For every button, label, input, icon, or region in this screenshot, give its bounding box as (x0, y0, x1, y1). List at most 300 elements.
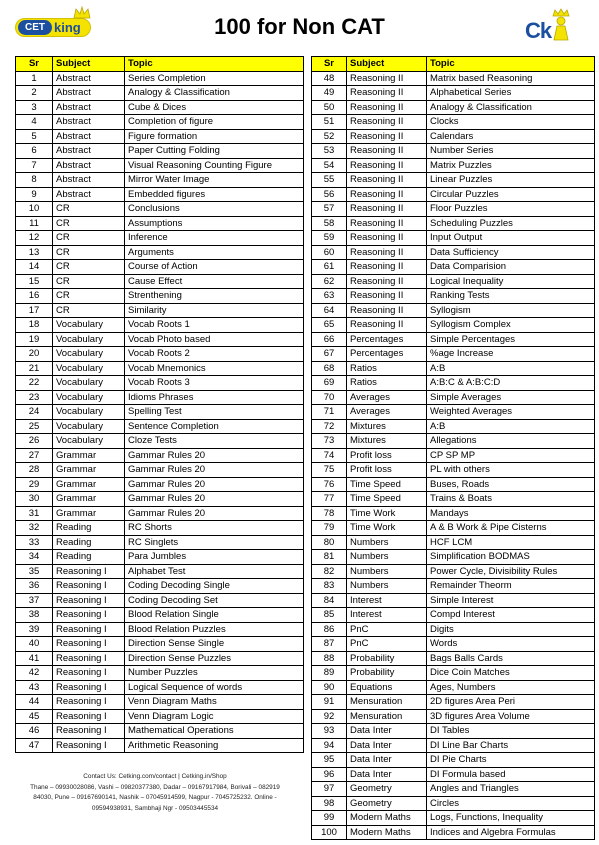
cell-subject: Data Inter (347, 724, 427, 739)
cell-subject: Abstract (53, 187, 125, 202)
cell-topic: Vocab Mnemonics (125, 361, 304, 376)
table-row (312, 492, 595, 507)
cell-topic: Assumptions (125, 216, 304, 231)
cell-sr: 69 (312, 376, 347, 391)
cell-subject: Probability (347, 666, 427, 681)
cell-sr: 13 (16, 245, 53, 260)
cell-sr: 17 (16, 303, 53, 318)
cell-sr: 8 (16, 173, 53, 188)
cell-topic: Paper Cutting Folding (125, 144, 304, 159)
cell-topic: Power Cycle, Divisibility Rules (427, 564, 595, 579)
table-row (16, 463, 304, 478)
table-row (312, 666, 595, 681)
cell-topic: Words (427, 637, 595, 652)
cell-topic: Simple Percentages (427, 332, 595, 347)
cell-subject: Reasoning II (347, 115, 427, 130)
cell-topic: Mirror Water Image (125, 173, 304, 188)
cell-topic: Mathematical Operations (125, 724, 304, 739)
cell-sr: 36 (16, 579, 53, 594)
cell-sr: 60 (312, 245, 347, 260)
table-row (312, 521, 595, 536)
cell-sr: 99 (312, 811, 347, 826)
logo-king-text: king (54, 20, 81, 35)
footer-branches-line: 09594938931, Sambhaji Ngr - 09503445534 (91, 804, 219, 812)
cell-sr: 50 (312, 100, 347, 115)
cell-subject: Reasoning I (53, 666, 125, 681)
cell-topic: Mandays (427, 506, 595, 521)
cell-subject: Reasoning II (347, 86, 427, 101)
cell-subject: Reasoning II (347, 216, 427, 231)
cell-subject: Numbers (347, 550, 427, 565)
cell-sr: 78 (312, 506, 347, 521)
table-row (16, 724, 304, 739)
cell-topic: Input Output (427, 231, 595, 246)
cell-subject: CR (53, 231, 125, 246)
cell-sr: 66 (312, 332, 347, 347)
cell-sr: 73 (312, 434, 347, 449)
cell-sr: 1 (16, 71, 53, 86)
table-row (312, 767, 595, 782)
cell-topic: Number Puzzles (125, 666, 304, 681)
cell-sr: 49 (312, 86, 347, 101)
cell-subject: Numbers (347, 535, 427, 550)
table-row (16, 492, 304, 507)
cell-topic: Matrix based Reasoning (427, 71, 595, 86)
table-row (312, 724, 595, 739)
table-row (312, 651, 595, 666)
column-header-sr: Sr (16, 57, 53, 72)
cell-sr: 100 (312, 825, 347, 840)
cell-subject: Reasoning I (53, 724, 125, 739)
cell-subject: Profit loss (347, 448, 427, 463)
cell-topic: Arithmetic Reasoning (125, 738, 304, 753)
table-row (312, 811, 595, 826)
cell-topic: Data Sufficiency (427, 245, 595, 260)
cell-topic: 2D figures Area Peri (427, 695, 595, 710)
cell-sr: 32 (16, 521, 53, 536)
cell-topic: Linear Puzzles (427, 173, 595, 188)
cell-subject: Mixtures (347, 419, 427, 434)
cell-subject: Vocabulary (53, 332, 125, 347)
cell-sr: 86 (312, 622, 347, 637)
cell-subject: Reasoning II (347, 231, 427, 246)
cell-topic: Dice Coin Matches (427, 666, 595, 681)
cell-subject: Vocabulary (53, 419, 125, 434)
cell-topic: Gammar Rules 20 (125, 477, 304, 492)
cell-subject: Reasoning I (53, 579, 125, 594)
cell-subject: Time Speed (347, 492, 427, 507)
cell-sr: 10 (16, 202, 53, 217)
cell-topic: Direction Sense Single (125, 637, 304, 652)
table-row (312, 361, 595, 376)
table-row (312, 376, 595, 391)
table-row (312, 709, 595, 724)
table-row (16, 376, 304, 391)
cell-sr: 47 (16, 738, 53, 753)
cell-sr: 92 (312, 709, 347, 724)
cell-topic: Cloze Tests (125, 434, 304, 449)
cell-topic: Alphabetical Series (427, 86, 595, 101)
page-header (0, 0, 599, 50)
cell-sr: 54 (312, 158, 347, 173)
cell-sr: 31 (16, 506, 53, 521)
table-row (16, 506, 304, 521)
table-row (312, 71, 595, 86)
table-row (16, 245, 304, 260)
cell-sr: 41 (16, 651, 53, 666)
cell-topic: Vocab Roots 1 (125, 318, 304, 333)
cell-subject: Reasoning II (347, 202, 427, 217)
cell-topic: A & B Work & Pipe Cisterns (427, 521, 595, 536)
cell-topic: Weighted Averages (427, 405, 595, 420)
cell-topic: Calendars (427, 129, 595, 144)
cell-sr: 24 (16, 405, 53, 420)
cell-topic: Indices and Algebra Formulas (427, 825, 595, 840)
cell-sr: 7 (16, 158, 53, 173)
cell-subject: Abstract (53, 86, 125, 101)
cell-sr: 25 (16, 419, 53, 434)
cell-sr: 52 (312, 129, 347, 144)
cell-topic: PL with others (427, 463, 595, 478)
cell-subject: Reasoning I (53, 680, 125, 695)
cell-sr: 46 (16, 724, 53, 739)
table-row (312, 782, 595, 797)
table-row (16, 405, 304, 420)
cell-subject: Grammar (53, 492, 125, 507)
table-row (312, 318, 595, 333)
cell-subject: Reasoning I (53, 622, 125, 637)
cell-sr: 65 (312, 318, 347, 333)
cell-sr: 3 (16, 100, 53, 115)
cell-subject: Grammar (53, 448, 125, 463)
table-row (312, 274, 595, 289)
cell-sr: 76 (312, 477, 347, 492)
cell-sr: 56 (312, 187, 347, 202)
cell-subject: Reasoning II (347, 173, 427, 188)
table-row (312, 245, 595, 260)
column-header-sr: Sr (312, 57, 347, 72)
cell-sr: 34 (16, 550, 53, 565)
cell-subject: Reasoning II (347, 260, 427, 275)
cell-topic: Conclusions (125, 202, 304, 217)
column-header-subject: Subject (53, 57, 125, 72)
cell-topic: Number Series (427, 144, 595, 159)
cell-subject: Reasoning II (347, 303, 427, 318)
cell-sr: 44 (16, 695, 53, 710)
cell-subject: Reasoning II (347, 158, 427, 173)
cell-subject: Reasoning II (347, 274, 427, 289)
cell-sr: 61 (312, 260, 347, 275)
cell-topic: Scheduling Puzzles (427, 216, 595, 231)
cell-sr: 42 (16, 666, 53, 681)
footer-contact-line: Contact Us: Cetking.com/contact | Cetking.in/Shop (83, 773, 227, 780)
cell-topic: Bags Balls Cards (427, 651, 595, 666)
cell-sr: 85 (312, 608, 347, 623)
cell-topic: Angles and Triangles (427, 782, 595, 797)
table-row (312, 115, 595, 130)
cell-topic: Remainder Theorm (427, 579, 595, 594)
cell-sr: 27 (16, 448, 53, 463)
cell-subject: Grammar (53, 463, 125, 478)
cell-sr: 79 (312, 521, 347, 536)
cell-subject: Abstract (53, 144, 125, 159)
table-row (16, 332, 304, 347)
table-row (312, 506, 595, 521)
cell-subject: Percentages (347, 347, 427, 362)
table-row (16, 115, 304, 130)
table-row (16, 216, 304, 231)
cell-topic: Blood Relation Puzzles (125, 622, 304, 637)
table-row (312, 303, 595, 318)
cell-sr: 12 (16, 231, 53, 246)
cell-sr: 4 (16, 115, 53, 130)
cell-subject: Abstract (53, 129, 125, 144)
cell-sr: 75 (312, 463, 347, 478)
table-row (16, 289, 304, 304)
cell-topic: Simple Averages (427, 390, 595, 405)
table-row (16, 535, 304, 550)
cell-sr: 53 (312, 144, 347, 159)
table-header-row (16, 57, 304, 72)
cell-sr: 70 (312, 390, 347, 405)
table-row (312, 434, 595, 449)
table-row (312, 390, 595, 405)
contact-footer (10, 772, 300, 814)
cell-sr: 19 (16, 332, 53, 347)
cell-topic: Floor Puzzles (427, 202, 595, 217)
cell-sr: 2 (16, 86, 53, 101)
logo-cet-text: CET (18, 20, 52, 35)
table-row (16, 390, 304, 405)
topics-table-right (311, 56, 595, 840)
cell-subject: CR (53, 303, 125, 318)
table-row (16, 637, 304, 652)
table-row (312, 216, 595, 231)
table-row (312, 550, 595, 565)
table-row (312, 579, 595, 594)
cell-topic: Allegations (427, 434, 595, 449)
cell-subject: Reasoning I (53, 593, 125, 608)
table-row (16, 666, 304, 681)
cell-sr: 91 (312, 695, 347, 710)
cell-sr: 89 (312, 666, 347, 681)
cell-subject: Reasoning II (347, 129, 427, 144)
cell-subject: Time Work (347, 521, 427, 536)
cell-topic: Course of Action (125, 260, 304, 275)
cell-subject: Abstract (53, 115, 125, 130)
cell-topic: Para Jumbles (125, 550, 304, 565)
cell-sr: 96 (312, 767, 347, 782)
table-row (312, 477, 595, 492)
cell-topic: DI Pie Charts (427, 753, 595, 768)
table-row (16, 550, 304, 565)
table-row (16, 187, 304, 202)
cell-sr: 38 (16, 608, 53, 623)
table-row (312, 419, 595, 434)
topics-table-left (15, 56, 304, 753)
table-row (16, 434, 304, 449)
cell-subject: Averages (347, 390, 427, 405)
cell-topic: Figure formation (125, 129, 304, 144)
cell-topic: Matrix Puzzles (427, 158, 595, 173)
table-row (312, 158, 595, 173)
cell-subject: Profit loss (347, 463, 427, 478)
cell-subject: Abstract (53, 71, 125, 86)
cell-subject: Ratios (347, 376, 427, 391)
cell-sr: 40 (16, 637, 53, 652)
cell-sr: 11 (16, 216, 53, 231)
cell-subject: Reasoning I (53, 651, 125, 666)
cell-subject: Reading (53, 550, 125, 565)
cell-subject: CR (53, 274, 125, 289)
cell-subject: Mensuration (347, 695, 427, 710)
cell-subject: Reasoning I (53, 608, 125, 623)
cell-topic: Similarity (125, 303, 304, 318)
table-header-row (312, 57, 595, 72)
cell-sr: 98 (312, 796, 347, 811)
cell-subject: Reasoning I (53, 738, 125, 753)
cell-topic: Spelling Test (125, 405, 304, 420)
cell-sr: 22 (16, 376, 53, 391)
table-row (312, 825, 595, 840)
table-row (312, 796, 595, 811)
cell-subject: CR (53, 260, 125, 275)
table-row (312, 260, 595, 275)
cell-sr: 59 (312, 231, 347, 246)
cell-sr: 80 (312, 535, 347, 550)
table-row (312, 622, 595, 637)
cell-subject: Vocabulary (53, 434, 125, 449)
cell-topic: A:B (427, 419, 595, 434)
table-row (16, 477, 304, 492)
footer-branches-line: Thane – 09930028086, Vashi – 09820377380, Dadar – 09167917984, Borivali – 082919 (30, 783, 280, 791)
cell-topic: Ages, Numbers (427, 680, 595, 695)
cell-topic: Clocks (427, 115, 595, 130)
cell-subject: Time Work (347, 506, 427, 521)
table-row (16, 173, 304, 188)
cell-subject: Reasoning II (347, 187, 427, 202)
cell-topic: Simple Interest (427, 593, 595, 608)
cell-subject: Mensuration (347, 709, 427, 724)
cell-topic: Sentence Completion (125, 419, 304, 434)
cell-sr: 90 (312, 680, 347, 695)
cell-topic: Visual Reasoning Counting Figure (125, 158, 304, 173)
cell-sr: 39 (16, 622, 53, 637)
cell-sr: 68 (312, 361, 347, 376)
cell-topic: Venn Diagram Maths (125, 695, 304, 710)
table-row (16, 709, 304, 724)
cell-sr: 84 (312, 593, 347, 608)
cell-sr: 94 (312, 738, 347, 753)
footer-branches-line: 84030, Pune – 09167690141, Nashik – 07045914599, Nagpur - 7045725232. Online - (33, 794, 277, 801)
cell-sr: 18 (16, 318, 53, 333)
cell-subject: Reasoning II (347, 100, 427, 115)
table-row (312, 405, 595, 420)
table-row (312, 202, 595, 217)
cell-topic: 3D figures Area Volume (427, 709, 595, 724)
cell-topic: A:B:C & A:B:C:D (427, 376, 595, 391)
table-row (16, 202, 304, 217)
cell-sr: 97 (312, 782, 347, 797)
cell-subject: Reading (53, 535, 125, 550)
table-row (16, 347, 304, 362)
cell-topic: Gammar Rules 20 (125, 506, 304, 521)
cell-sr: 67 (312, 347, 347, 362)
table-row (312, 608, 595, 623)
cell-subject: Reasoning II (347, 144, 427, 159)
cell-sr: 33 (16, 535, 53, 550)
table-row (16, 593, 304, 608)
cell-subject: Reasoning II (347, 318, 427, 333)
cell-sr: 9 (16, 187, 53, 202)
cell-sr: 29 (16, 477, 53, 492)
table-row (312, 753, 595, 768)
table-row (312, 564, 595, 579)
cell-topic: Coding Decoding Single (125, 579, 304, 594)
cell-sr: 15 (16, 274, 53, 289)
cell-sr: 21 (16, 361, 53, 376)
cell-topic: Alphabet Test (125, 564, 304, 579)
cell-topic: Buses, Roads (427, 477, 595, 492)
cell-sr: 30 (16, 492, 53, 507)
table-row (16, 86, 304, 101)
cell-topic: Inference (125, 231, 304, 246)
cell-topic: Gammar Rules 20 (125, 463, 304, 478)
cell-sr: 81 (312, 550, 347, 565)
cell-topic: Vocab Roots 2 (125, 347, 304, 362)
cell-subject: Mixtures (347, 434, 427, 449)
table-row (16, 521, 304, 536)
cell-sr: 95 (312, 753, 347, 768)
cell-topic: RC Singlets (125, 535, 304, 550)
cell-subject: Interest (347, 608, 427, 623)
cell-subject: Reading (53, 521, 125, 536)
cell-topic: CP SP MP (427, 448, 595, 463)
cell-topic: Cube & Dices (125, 100, 304, 115)
table-row (16, 419, 304, 434)
page-title: 100 for Non CAT (214, 14, 385, 39)
cell-topic: Gammar Rules 20 (125, 492, 304, 507)
cell-subject: CR (53, 289, 125, 304)
cell-subject: Numbers (347, 564, 427, 579)
cell-sr: 83 (312, 579, 347, 594)
cell-sr: 58 (312, 216, 347, 231)
table-row (312, 695, 595, 710)
table-row (312, 347, 595, 362)
cell-sr: 45 (16, 709, 53, 724)
cell-sr: 72 (312, 419, 347, 434)
cell-sr: 64 (312, 303, 347, 318)
cell-sr: 71 (312, 405, 347, 420)
table-row (312, 144, 595, 159)
cell-topic: Ranking Tests (427, 289, 595, 304)
table-row (312, 289, 595, 304)
table-row (16, 274, 304, 289)
cell-topic: HCF LCM (427, 535, 595, 550)
cell-topic: Vocab Roots 3 (125, 376, 304, 391)
cell-topic: Venn Diagram Logic (125, 709, 304, 724)
cell-topic: Digits (427, 622, 595, 637)
cell-subject: Vocabulary (53, 390, 125, 405)
cell-sr: 37 (16, 593, 53, 608)
cell-subject: Abstract (53, 158, 125, 173)
table-row (312, 680, 595, 695)
cell-subject: Time Speed (347, 477, 427, 492)
cell-sr: 14 (16, 260, 53, 275)
cell-subject: CR (53, 245, 125, 260)
king-figure-icon (549, 8, 573, 42)
table-row (16, 361, 304, 376)
